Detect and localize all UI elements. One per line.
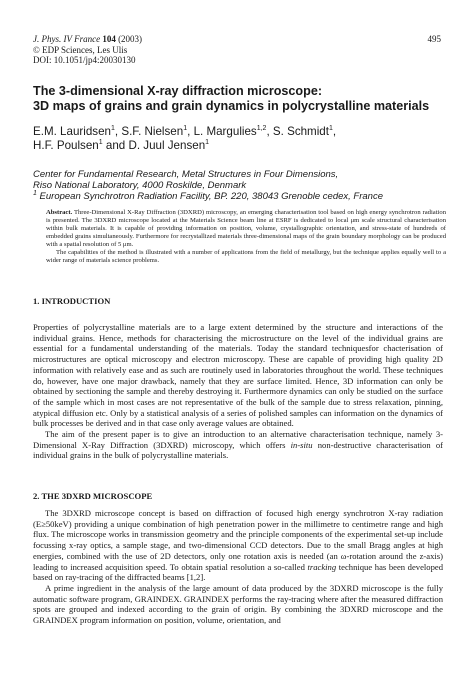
author-list xyxy=(33,125,453,153)
author-line-1: E.M. Lauridsen$^1$, S.F. Nielsen$^1$, L. Margulies$^{1,2}$, S. Schmidt$^1$, xyxy=(33,125,337,138)
author-affil-mark: 1 xyxy=(110,125,115,133)
body-paragraph xyxy=(33,429,443,461)
author-affil-mark: 1 xyxy=(328,125,333,133)
publisher-line: © EDP Sciences, Les Ulis xyxy=(33,44,128,55)
author-line-2 xyxy=(33,139,453,153)
body-paragraph: Properties of polycrystalline materials are to a large extent determined by the structure and interactions of the individual grains. Hence, methods for characterising the microstructure on the level of the individual grains are essential for a fundamental understanding of the materials. Today the standard techniquesfor chacterisation of microstructures are optical microscopy and electron microscopy. These are capable of providing high quality 2D information with relatively ease and as such are routinely used in laboratories throughout the world. These techniques do, however, have one major drawback, namely that they are surface limited. Hence, 3D information can only be obtained by sectioning the sample and thereby destroying it. Furthermore dynamics can only be studied on the surface of the sample which in most cases are not representative of the bulk of the sample due to stress relaxation, pinning, atypical diffusion etc. Only by a statistical analysis of a series of polished samples can information on the dynamics of bulk processes be derived and in that case only average values are obtained. xyxy=(33,322,443,429)
abstract-paragraph: The capabilities of the method is illustrated with a number of applications from the field of metallurgy, but the technique applies equally well to a wider range of materials science problems. xyxy=(46,249,446,264)
microscope-body xyxy=(33,508,443,626)
affiliation-text: European Synchrotron Radiation Facility, BP. 220, 38043 Grenoble cedex, France xyxy=(39,191,383,202)
author-name: S.F. Nielsen xyxy=(121,125,184,138)
paper-title xyxy=(33,84,453,114)
doi-line: DOI: 10.1051/jp4:20030130 xyxy=(33,55,136,65)
journal-citation xyxy=(33,34,142,45)
section-heading-3dxrd-microscope: 2. THE 3DXRD MICROSCOPE xyxy=(33,491,153,501)
abstract-paragraph xyxy=(46,209,446,249)
journal-header xyxy=(33,34,142,66)
body-text: non-destructive characterisation of individual grains in the bulk of polycrystalline materials. xyxy=(33,439,443,461)
body-paragraph: A prime ingredient in the analysis of the large amount of data produced by the 3DXRD microscope is the fully automatic software program, GRAINDEX. GRAINDEX performs the ray-tracing where after the measured diffraction spots are grouped and indexed according to the grain of origin. By combining the 3DXRD microscope and the GRAINDEX program information on position, volume, orientation, and xyxy=(33,582,443,626)
body-text: The aim of the present paper is to give an introduction to an alternative characterisation technique, namely 3-Dimensional X-Ray Diffraction (3DXRD) microscopy, which offers xyxy=(33,429,443,450)
italic-term: tracking xyxy=(307,561,337,572)
abstract-block xyxy=(46,209,446,265)
body-text: The 3DXRD microscope concept is based on diffraction of focused high energy synchrotron X-ray radiation (E≥50keV) providing a unique combination of high penetration power in the millimetre to centimetre range and high flux. The microscope works in transmission geometry and the principle components of the experimental set-up include focussing x-ray optics, a sample stage, and two-dimensional CCD detectors. Due to the small Bragg angles at high energies, combined with the use of 2D detectors, only one rotation axis is needed (an ω-rotation around the z-axis) leading to increased acquisition speed. To obtain spatial resolution a so-called xyxy=(33,508,443,572)
affiliations xyxy=(33,169,453,202)
abstract-label: Abstract. xyxy=(46,209,73,216)
body-paragraph xyxy=(33,508,443,583)
page-number: 495 xyxy=(427,34,441,44)
author-affil-mark: 1,2 xyxy=(256,125,267,133)
journal-year: (2003) xyxy=(118,34,143,44)
abstract-text: Three-Dimensional X-Ray Diffraction (3DXRD) microscopy, an emerging characterisation tool based on high energy synchrotron radiation is presented. The 3DXRD microscope located at the Materials Science beam line at ESRF is dedicated to local μm scale structural characterisation within bulk materials. It is capable of providing information on position, volume, crystallographic orientation, and stress-state of hundreds of embedded grains simultaneously. Furthermore for recrystallized materials three-dimensional maps of the grain boundary morphology can be produced with a spatial resolution of 5 μm. xyxy=(46,209,446,248)
journal-volume: 104 xyxy=(102,34,116,44)
title-line-1: The 3-dimensional X-ray diffraction microscope: xyxy=(33,84,323,98)
author-conjunction: and xyxy=(105,139,126,152)
affiliation-line: Riso National Laboratory, 4000 Roskilde, Denmark xyxy=(33,180,247,191)
affiliation-line: Center for Fundamental Research, Metal Structures in Four Dimensions, xyxy=(33,169,339,180)
author-name: E.M. Lauridsen xyxy=(33,125,111,138)
author-affil-mark: 1 xyxy=(205,139,210,147)
section-heading-introduction: 1. INTRODUCTION xyxy=(33,296,111,306)
italic-term: in-situ xyxy=(290,439,313,450)
body-text: technique has been developed based on ray-tracing of the diffracted beams [1,2]. xyxy=(33,561,443,583)
journal-name: J. Phys. IV France xyxy=(33,34,101,44)
author-affil-mark: 1 xyxy=(183,125,188,133)
affil-mark: 1 xyxy=(33,189,37,197)
author-name: L. Margulies xyxy=(193,125,257,138)
author-name: S. Schmidt xyxy=(272,125,329,138)
affiliation-line xyxy=(33,191,453,202)
introduction-body xyxy=(33,322,443,461)
title-line-2: 3D maps of grains and grain dynamics in polycrystalline materials xyxy=(33,99,430,113)
author-name: H.F. Poulsen xyxy=(33,139,99,152)
author-affil-mark: 1 xyxy=(98,139,103,147)
author-name: D. Juul Jensen xyxy=(128,139,206,152)
